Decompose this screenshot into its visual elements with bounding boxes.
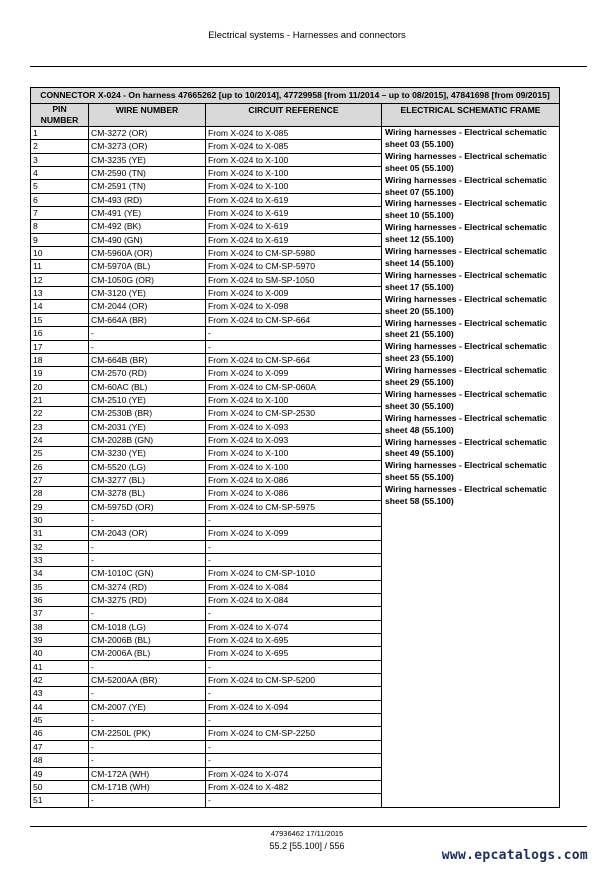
pin-number-cell: 31 xyxy=(31,527,89,540)
wire-number-cell: - xyxy=(89,607,206,620)
pin-number-cell: 20 xyxy=(31,380,89,393)
wire-number-cell: CM-664A (BR) xyxy=(89,313,206,326)
wire-number-cell: CM-2250L (PK) xyxy=(89,727,206,740)
schematic-frame-item: Wiring harnesses - Electrical schematic sheet 29 (55.100) xyxy=(385,365,547,388)
circuit-reference-cell: - xyxy=(206,660,382,673)
circuit-reference-cell: From X-024 to X-100 xyxy=(206,180,382,193)
wire-number-cell: CM-493 (RD) xyxy=(89,193,206,206)
schematic-frame-item: Wiring harnesses - Electrical schematic sheet 58 (55.100) xyxy=(385,484,547,507)
schematic-frame-item: Wiring harnesses - Electrical schematic sheet 48 (55.100) xyxy=(385,412,547,435)
circuit-reference-cell: From X-024 to CM-SP-1010 xyxy=(206,567,382,580)
circuit-reference-cell: - xyxy=(206,687,382,700)
circuit-reference-cell: From X-024 to X-100 xyxy=(206,153,382,166)
wire-number-cell: CM-2591 (TN) xyxy=(89,180,206,193)
circuit-reference-cell: - xyxy=(206,607,382,620)
pin-number-cell: 38 xyxy=(31,620,89,633)
pin-number-cell: 25 xyxy=(31,447,89,460)
circuit-reference-cell: From X-024 to X-086 xyxy=(206,487,382,500)
pin-number-cell: 46 xyxy=(31,727,89,740)
circuit-reference-cell: From X-024 to X-085 xyxy=(206,127,382,140)
circuit-reference-cell: From X-024 to X-074 xyxy=(206,767,382,780)
wire-number-cell: CM-2007 (YE) xyxy=(89,700,206,713)
circuit-reference-cell: - xyxy=(206,754,382,767)
wire-number-cell: CM-2006B (BL) xyxy=(89,634,206,647)
circuit-reference-cell: - xyxy=(206,327,382,340)
wire-number-cell: CM-2570 (RD) xyxy=(89,367,206,380)
wire-number-cell: CM-5970A (BL) xyxy=(89,260,206,273)
wire-number-cell: - xyxy=(89,687,206,700)
wire-number-cell: CM-3275 (RD) xyxy=(89,594,206,607)
circuit-reference-cell: From X-024 to CM-SP-5200 xyxy=(206,674,382,687)
circuit-reference-cell: - xyxy=(206,554,382,567)
pin-number-cell: 10 xyxy=(31,247,89,260)
circuit-reference-cell: From X-024 to X-094 xyxy=(206,700,382,713)
schematic-frame-item: Wiring harnesses - Electrical schematic sheet 17 (55.100) xyxy=(385,269,547,292)
pin-number-cell: 17 xyxy=(31,340,89,353)
circuit-reference-cell: From X-024 to CM-SP-060A xyxy=(206,380,382,393)
circuit-reference-cell: From X-024 to X-099 xyxy=(206,527,382,540)
circuit-reference-cell: - xyxy=(206,794,382,807)
wire-number-cell: CM-2044 (OR) xyxy=(89,300,206,313)
wire-number-cell: CM-3120 (YE) xyxy=(89,287,206,300)
pin-number-cell: 43 xyxy=(31,687,89,700)
pin-number-cell: 28 xyxy=(31,487,89,500)
pin-number-cell: 8 xyxy=(31,220,89,233)
schematic-frame-item: Wiring harnesses - Electrical schematic sheet 55 (55.100) xyxy=(385,460,547,483)
schematic-frame-item: Wiring harnesses - Electrical schematic sheet 03 (55.100) xyxy=(385,127,547,149)
circuit-reference-cell: From X-024 to X-100 xyxy=(206,447,382,460)
schematic-frame-item: Wiring harnesses - Electrical schematic sheet 20 (55.100) xyxy=(385,293,547,316)
wire-number-cell: CM-3273 (OR) xyxy=(89,140,206,153)
wire-number-cell: CM-490 (GN) xyxy=(89,233,206,246)
circuit-reference-cell: From X-024 to X-009 xyxy=(206,287,382,300)
wire-number-cell: CM-1010C (GN) xyxy=(89,567,206,580)
wire-number-cell: CM-3235 (YE) xyxy=(89,153,206,166)
circuit-reference-cell: From X-024 to X-482 xyxy=(206,780,382,793)
pin-number-cell: 42 xyxy=(31,674,89,687)
circuit-reference-cell: From X-024 to X-085 xyxy=(206,140,382,153)
pin-number-cell: 33 xyxy=(31,554,89,567)
wire-number-cell: CM-492 (BK) xyxy=(89,220,206,233)
table-body xyxy=(31,127,560,808)
schematic-frame-item: Wiring harnesses - Electrical schematic sheet 12 (55.100) xyxy=(385,222,547,245)
circuit-reference-cell: From X-024 to CM-SP-664 xyxy=(206,313,382,326)
wire-number-cell: CM-2590 (TN) xyxy=(89,167,206,180)
wire-number-cell: CM-2006A (BL) xyxy=(89,647,206,660)
circuit-reference-cell: From X-024 to X-084 xyxy=(206,580,382,593)
circuit-reference-cell: From X-024 to CM-SP-5980 xyxy=(206,247,382,260)
circuit-reference-cell: From X-024 to CM-SP-5970 xyxy=(206,260,382,273)
schematic-frame-item: Wiring harnesses - Electrical schematic sheet 21 (55.100) xyxy=(385,317,547,340)
pin-number-cell: 13 xyxy=(31,287,89,300)
wire-number-cell: CM-3272 (OR) xyxy=(89,127,206,140)
pin-number-cell: 19 xyxy=(31,367,89,380)
circuit-reference-cell: From X-024 to X-100 xyxy=(206,167,382,180)
wire-number-cell: CM-1050G (OR) xyxy=(89,273,206,286)
wire-number-cell: CM-491 (YE) xyxy=(89,207,206,220)
pin-number-cell: 51 xyxy=(31,794,89,807)
pin-number-cell: 4 xyxy=(31,167,89,180)
wire-number-cell: CM-5520 (LG) xyxy=(89,460,206,473)
pin-number-cell: 22 xyxy=(31,407,89,420)
circuit-reference-cell: From X-024 to X-086 xyxy=(206,473,382,486)
circuit-reference-cell: From X-024 to X-619 xyxy=(206,193,382,206)
circuit-reference-cell: From X-024 to X-093 xyxy=(206,433,382,446)
pin-number-cell: 5 xyxy=(31,180,89,193)
circuit-reference-cell: From X-024 to X-619 xyxy=(206,207,382,220)
schematic-frame-item: Wiring harnesses - Electrical schematic sheet 23 (55.100) xyxy=(385,341,547,364)
pin-number-cell: 16 xyxy=(31,327,89,340)
schematic-frame-item: Wiring harnesses - Electrical schematic sheet 10 (55.100) xyxy=(385,198,547,221)
wire-number-cell: - xyxy=(89,714,206,727)
footer-page-number: 55.2 [55.100] / 556 xyxy=(269,841,345,851)
pin-number-cell: 37 xyxy=(31,607,89,620)
pin-number-cell: 12 xyxy=(31,273,89,286)
wire-number-cell: - xyxy=(89,540,206,553)
pin-number-cell: 39 xyxy=(31,634,89,647)
circuit-reference-cell: From X-024 to X-695 xyxy=(206,634,382,647)
wire-number-cell: CM-5975D (OR) xyxy=(89,500,206,513)
wire-number-cell: CM-172A (WH) xyxy=(89,767,206,780)
watermark-url: www.epcatalogs.com xyxy=(441,848,588,863)
pin-number-cell: 2 xyxy=(31,140,89,153)
circuit-reference-cell: From X-024 to X-098 xyxy=(206,300,382,313)
wire-number-cell: CM-5200AA (BR) xyxy=(89,674,206,687)
circuit-reference-cell: From X-024 to CM-SP-2250 xyxy=(206,727,382,740)
pin-number-cell: 32 xyxy=(31,540,89,553)
wire-number-cell: CM-60AC (BL) xyxy=(89,380,206,393)
pin-number-cell: 24 xyxy=(31,433,89,446)
pin-number-cell: 35 xyxy=(31,580,89,593)
pin-number-cell: 41 xyxy=(31,660,89,673)
header-divider xyxy=(30,66,587,67)
pin-number-cell: 30 xyxy=(31,513,89,526)
schematic-frame-item: Wiring harnesses - Electrical schematic sheet 14 (55.100) xyxy=(385,246,547,268)
pin-number-cell: 29 xyxy=(31,500,89,513)
wire-number-cell: CM-2530B (BR) xyxy=(89,407,206,420)
col-header-wire-number: WIRE NUMBER xyxy=(89,104,206,127)
wire-number-cell: CM-2028B (GN) xyxy=(89,433,206,446)
circuit-reference-cell: From X-024 to X-074 xyxy=(206,620,382,633)
pin-number-cell: 7 xyxy=(31,207,89,220)
pin-number-cell: 23 xyxy=(31,420,89,433)
circuit-reference-cell: From X-024 to CM-SP-5975 xyxy=(206,500,382,513)
pin-number-cell: 15 xyxy=(31,313,89,326)
connector-table xyxy=(30,87,560,808)
connector-title: CONNECTOR X-024 - On harness 47665262 [up to 10/2014], 47729958 [from 11/2014 – up to 08/2015], 47841698 [from 09/2015] xyxy=(31,88,560,104)
circuit-reference-cell: From X-024 to X-084 xyxy=(206,594,382,607)
wire-number-cell: CM-664B (BR) xyxy=(89,353,206,366)
circuit-reference-cell: From X-024 to X-619 xyxy=(206,233,382,246)
schematic-frame-item: Wiring harnesses - Electrical schematic sheet 05 (55.100) xyxy=(385,150,547,173)
wire-number-cell: CM-171B (WH) xyxy=(89,780,206,793)
wire-number-cell: CM-3274 (RD) xyxy=(89,580,206,593)
wire-number-cell: CM-1018 (LG) xyxy=(89,620,206,633)
wire-number-cell: - xyxy=(89,660,206,673)
wire-number-cell: - xyxy=(89,554,206,567)
wire-number-cell: - xyxy=(89,740,206,753)
wire-number-cell: CM-5960A (OR) xyxy=(89,247,206,260)
pin-number-cell: 49 xyxy=(31,767,89,780)
wire-number-cell: - xyxy=(89,794,206,807)
pin-number-cell: 1 xyxy=(31,127,89,140)
pin-number-cell: 14 xyxy=(31,300,89,313)
circuit-reference-cell: From X-024 to X-619 xyxy=(206,220,382,233)
col-header-circuit-reference: CIRCUIT REFERENCE xyxy=(206,104,382,127)
footer-doc-reference: 47936462 17/11/2015 xyxy=(270,829,344,838)
wire-number-cell: - xyxy=(89,340,206,353)
wire-number-cell: CM-2031 (YE) xyxy=(89,420,206,433)
circuit-reference-cell: From X-024 to CM-SP-2530 xyxy=(206,407,382,420)
wire-number-cell: - xyxy=(89,754,206,767)
wire-number-cell: CM-2043 (OR) xyxy=(89,527,206,540)
footer-divider xyxy=(30,826,587,827)
col-header-schematic-frame: ELECTRICAL SCHEMATIC FRAME xyxy=(382,104,560,127)
wire-number-cell: - xyxy=(89,513,206,526)
wire-number-cell: - xyxy=(89,327,206,340)
circuit-reference-cell: - xyxy=(206,540,382,553)
pin-number-cell: 50 xyxy=(31,780,89,793)
pin-number-cell: 36 xyxy=(31,594,89,607)
pin-number-cell: 47 xyxy=(31,740,89,753)
pin-number-cell: 21 xyxy=(31,393,89,406)
circuit-reference-cell: - xyxy=(206,714,382,727)
pin-number-cell: 18 xyxy=(31,353,89,366)
circuit-reference-cell: From X-024 to X-099 xyxy=(206,367,382,380)
pin-number-cell: 9 xyxy=(31,233,89,246)
pin-number-cell: 3 xyxy=(31,153,89,166)
pin-number-cell: 11 xyxy=(31,260,89,273)
table-row xyxy=(31,127,560,140)
circuit-reference-cell: - xyxy=(206,513,382,526)
page-header: Electrical systems - Harnesses and connectors xyxy=(208,30,406,41)
pin-number-cell: 44 xyxy=(31,700,89,713)
pin-number-cell: 6 xyxy=(31,193,89,206)
pin-number-cell: 40 xyxy=(31,647,89,660)
circuit-reference-cell: From X-024 to X-093 xyxy=(206,420,382,433)
circuit-reference-cell: From X-024 to CM-SP-664 xyxy=(206,353,382,366)
schematic-frame-item: Wiring harnesses - Electrical schematic sheet 30 (55.100) xyxy=(385,388,547,411)
pin-number-cell: 27 xyxy=(31,473,89,486)
pin-number-cell: 45 xyxy=(31,714,89,727)
wire-number-cell: CM-3278 (BL) xyxy=(89,487,206,500)
col-header-pin-number: PIN NUMBER xyxy=(31,104,89,127)
wire-number-cell: CM-3230 (YE) xyxy=(89,447,206,460)
circuit-reference-cell: - xyxy=(206,340,382,353)
circuit-reference-cell: From X-024 to X-695 xyxy=(206,647,382,660)
circuit-reference-cell: From X-024 to X-100 xyxy=(206,393,382,406)
circuit-reference-cell: From X-024 to X-100 xyxy=(206,460,382,473)
wire-number-cell: CM-2510 (YE) xyxy=(89,393,206,406)
schematic-frame-item: Wiring harnesses - Electrical schematic sheet 07 (55.100) xyxy=(385,174,547,197)
circuit-reference-cell: - xyxy=(206,740,382,753)
wire-number-cell: CM-3277 (BL) xyxy=(89,473,206,486)
circuit-reference-cell: From X-024 to SM-SP-1050 xyxy=(206,273,382,286)
schematic-frame-cell xyxy=(382,127,560,808)
schematic-frame-item: Wiring harnesses - Electrical schematic sheet 49 (55.100) xyxy=(385,436,547,459)
pin-number-cell: 48 xyxy=(31,754,89,767)
pin-number-cell: 34 xyxy=(31,567,89,580)
pin-number-cell: 26 xyxy=(31,460,89,473)
